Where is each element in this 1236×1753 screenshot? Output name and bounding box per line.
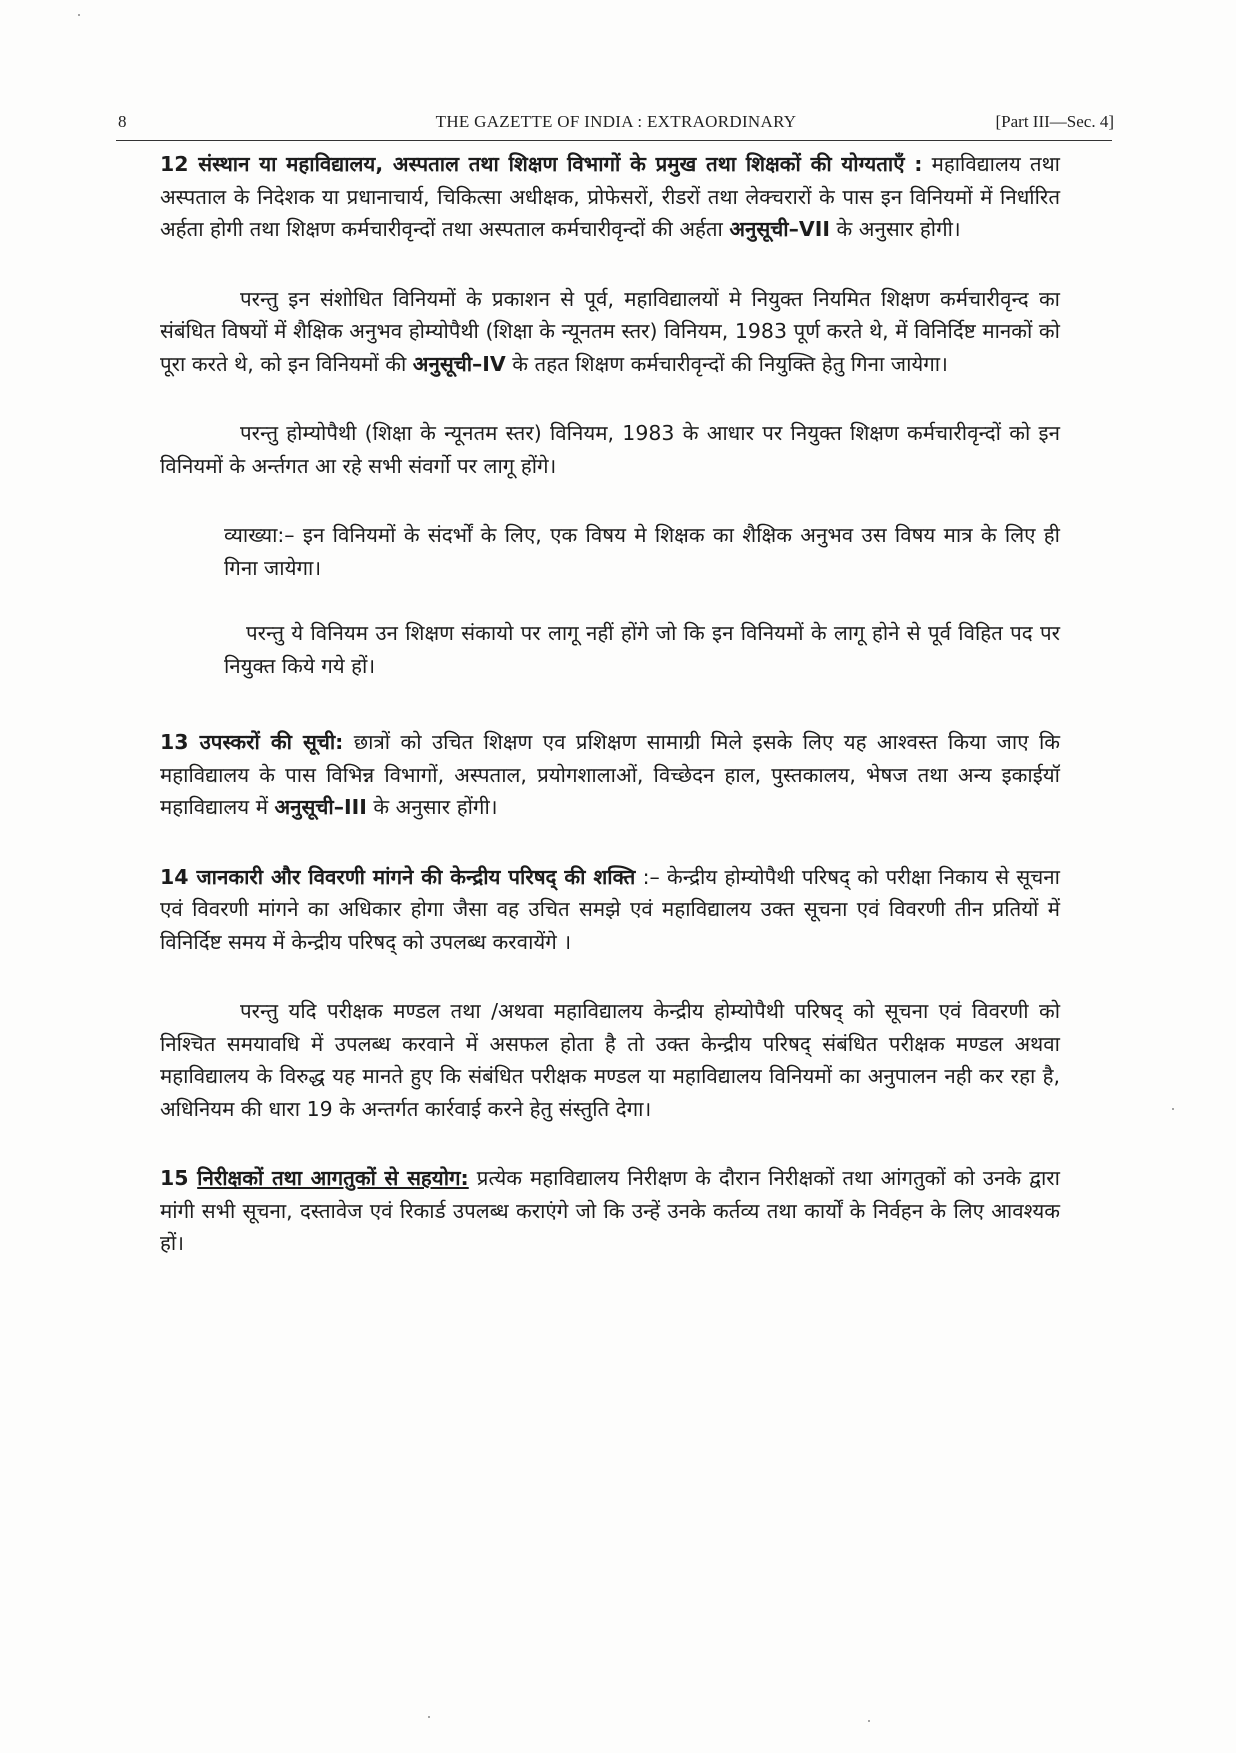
explanation: व्याख्या:– इन विनियमों के संदर्भों के लिए, एक विषय मे शिक्षक का शैक्षिक अनुभव उस विषय मात्र के लिए ही गिना जायेगा। bbox=[224, 523, 1060, 580]
section-12 bbox=[160, 148, 1060, 246]
section-14-text: :– केन्द्रीय होम्योपैथी परिषद् को परीक्षा निकाय से सूचना एवं विवरणी मांगने का अधिकार होगा जैसा वह उचित समझे एवं महाविद्यालय उक्त सूचना एवं विवरणी तीन प्रतियों में विनिर्दिष्ट समय में केन्द्रीय परिषद् को उपलब्ध करवायेंगे । bbox=[160, 864, 1060, 954]
section-13-text-1: छात्रों को उचित शिक्षण एव प्रशिक्षण सामाग्री मिले इसके लिए यह आश्वस्त किया जाए कि महाविद्यालय के पास विभिन्न विभागों, अस्पताल, प्रयोगशालाओं, विच्छेदन हाल, पुस्तकालय, भेषज तथा अन्य इकाईयॉ महाविद्यालय में bbox=[160, 730, 1060, 819]
section-15-heading: निरीक्षकों तथा आगतुकों से सहयोग: bbox=[197, 1166, 469, 1190]
section-15 bbox=[160, 1162, 1060, 1260]
section-12-heading: संस्थान या महाविद्यालय, अस्पताल तथा शिक्षण विभागों के प्रमुख तथा शिक्षकों की योग्यताएँ : bbox=[198, 152, 923, 176]
section-15-number: 15 bbox=[160, 1166, 198, 1190]
header-rule bbox=[116, 140, 1112, 141]
scan-speck bbox=[428, 1716, 430, 1718]
section-13-heading: उपस्करों की सूची: bbox=[199, 730, 344, 754]
scan-speck bbox=[1172, 1108, 1174, 1110]
section-14-number: 14 bbox=[160, 864, 197, 889]
section-12-text-2: के अनुसार होगी। bbox=[830, 217, 961, 241]
section-14-heading: जानकारी और विवरणी मांगने की केन्द्रीय परिषद् की शक्ति bbox=[196, 864, 636, 889]
part-section-label: [Part III—Sec. 4] bbox=[995, 112, 1114, 131]
proviso-3: परन्तु ये विनियम उन शिक्षण संकायो पर लागू नहीं होंगे जो कि इन विनियमों के लागू होने से पूर्व विहित पद पर नियुक्त किये गये हों। bbox=[224, 621, 1060, 678]
scan-speck bbox=[868, 1720, 870, 1722]
section-12-number: 12 bbox=[160, 152, 199, 176]
section-12-schedule: अनुसूची–VII bbox=[729, 217, 830, 241]
page-number: 8 bbox=[118, 112, 127, 131]
section-13-number: 13 bbox=[160, 730, 200, 754]
section-15-text: प्रत्येक महाविद्यालय निरीक्षण के दौरान निरीक्षकों तथा आंगतुकों को उनके द्वारा मांगी सभी सूचना, दस्तावेज एवं रिकार्ड उपलब्ध कराएंगे जो कि उन्हें उनके कर्तव्य तथा कार्यों के निर्वहन के लिए आवश्यक हों। bbox=[160, 1166, 1060, 1255]
proviso-1 bbox=[160, 283, 1060, 381]
section-13-schedule: अनुसूची–III bbox=[274, 795, 367, 819]
proviso-1-text-a: परन्तु इन संशोधित विनियमों के प्रकाशन से पूर्व, महाविद्यालयों मे नियुक्त नियमित शिक्षण कर्मचारीवृन्द का संबंधित विषयों में शैक्षिक अनुभव होम्योपैथी (शिक्षा के न्यूनतम स्तर) विनियम, 1983 पूर्ण करते थे, में विनिर्दिष्ट मानकों को पूरा करते थे, को इन विनियमों की bbox=[160, 286, 1060, 376]
proviso-4: परन्तु यदि परीक्षक मण्डल तथा /अथवा महाविद्यालय केन्द्रीय होम्योपैथी परिषद् को सूचना एवं विवरणी को निश्चित समयावधि में उपलब्ध करवाने में असफल होता है तो उक्त केन्द्रीय परिषद् संबंधित परीक्षक मण्डल अथवा महाविद्यालय के विरुद्ध यह मानते हुए कि संबंधित परीक्षक मण्डल या महाविद्यालय विनियमों का अनुपालन नही कर रहा है, अधिनियम की धारा 19 के अन्तर्गत कार्रवाई करने हेतु संस्तुति देगा। bbox=[160, 999, 1060, 1121]
section-13 bbox=[160, 726, 1060, 824]
section-13-text-2: के अनुसार होंगी। bbox=[366, 795, 498, 819]
gazette-title: THE GAZETTE OF INDIA : EXTRAORDINARY bbox=[435, 112, 797, 131]
scan-speck bbox=[78, 14, 80, 16]
document-body bbox=[160, 148, 1060, 1297]
proviso-1-text-b: के तहत शिक्षण कर्मचारीवृन्दों की नियुक्ति हेतु गिना जायेगा। bbox=[505, 351, 948, 376]
section-14 bbox=[160, 861, 1060, 959]
section-12-text-1: महाविद्यालय तथा अस्पताल के निदेशक या प्रधानाचार्य, चिकित्सा अधीक्षक, प्रोफेसरों, रीडरों तथा लेक्चरारों के पास इन विनियमों में निर्धारित अर्हता होगी तथा शिक्षण कर्मचारीवृन्दों तथा अस्पताल कर्मचारीवृन्दों की अर्हता bbox=[160, 152, 1060, 241]
proviso-2: परन्तु होम्योपैथी (शिक्षा के न्यूनतम स्तर) विनियम, 1983 के आधार पर नियुक्त शिक्षण कर्मचारीवृन्दों को इन विनियमों के अर्न्तगत आ रहे सभी संवर्गो पर लागू होंगे। bbox=[160, 421, 1060, 478]
proviso-1-schedule: अनुसूची–IV bbox=[412, 351, 506, 376]
page-header bbox=[118, 112, 1114, 136]
